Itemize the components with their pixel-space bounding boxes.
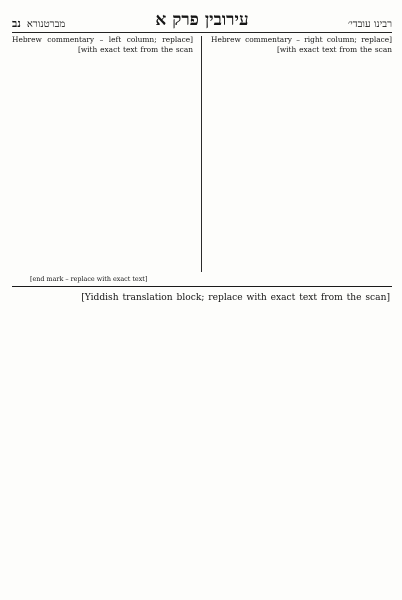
translation-block	[14, 292, 390, 592]
header-left-group	[12, 6, 65, 30]
commentary-columns	[12, 35, 392, 273]
commentary-right-text: [Hebrew commentary – right column; replace with exact text from the scan]	[211, 35, 392, 54]
column-divider	[201, 36, 202, 272]
commentary-left-text: [Hebrew commentary – left column; replace with exact text from the scan]	[12, 35, 193, 54]
header-chapter-title: עירובין פרק א	[155, 10, 249, 30]
header-rule	[12, 32, 392, 33]
commentary-end-mark: [end mark – replace with exact text]	[30, 275, 148, 283]
header-commentary-source: מברטנורא	[26, 19, 66, 30]
header-commentator-title: רבינו עובדי׳	[347, 19, 392, 30]
running-header	[12, 6, 392, 30]
commentary-column-left	[12, 35, 193, 273]
translation-text: [Yiddish translation block; replace with exact text from the scan]	[81, 293, 390, 303]
section-rule	[12, 286, 392, 287]
commentary-column-right	[211, 35, 392, 273]
page-number: נב	[12, 17, 21, 30]
